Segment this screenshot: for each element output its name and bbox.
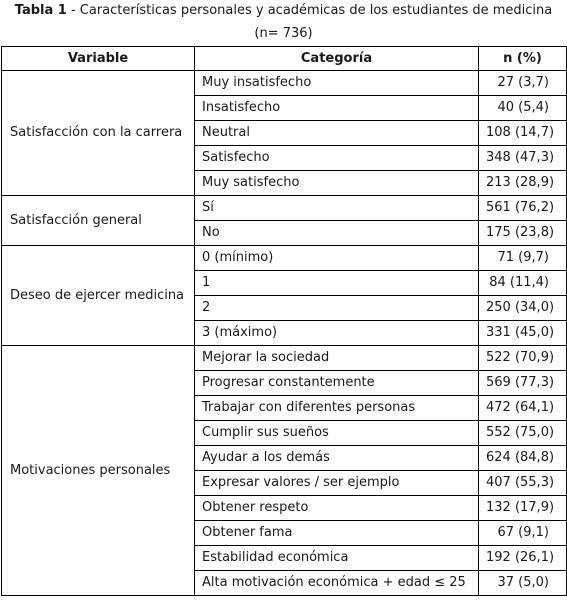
category-cell: 1: [195, 271, 479, 296]
count-percent-cell: 624 (84,8): [479, 446, 567, 471]
category-cell: Obtener fama: [195, 521, 479, 546]
count-percent-cell: 472 (64,1): [479, 396, 567, 421]
variable-cell: Satisfacción con la carrera: [2, 71, 195, 196]
category-cell: Sí: [195, 196, 479, 221]
count-percent-cell: 213 (28,9): [479, 171, 567, 196]
variable-cell: Satisfacción general: [2, 196, 195, 246]
category-cell: Muy satisfecho: [195, 171, 479, 196]
count-percent-cell: 192 (26,1): [479, 546, 567, 571]
category-cell: Alta motivación económica + edad ≤ 25: [195, 571, 479, 596]
table-row: [2, 246, 567, 271]
table-row: [2, 71, 567, 96]
column-header-variable: Variable: [2, 47, 195, 71]
count-percent-cell: 569 (77,3): [479, 371, 567, 396]
column-header-n-percent: n (%): [479, 47, 567, 71]
count-percent-cell: 108 (14,7): [479, 121, 567, 146]
category-cell: Insatisfecho: [195, 96, 479, 121]
category-cell: Neutral: [195, 121, 479, 146]
table-label: Tabla 1: [14, 3, 67, 18]
table-title: - Características personales y académicas de los estudiantes de medicina: [66, 3, 553, 18]
variable-cell: Motivaciones personales: [2, 346, 195, 596]
column-header-category: Categoría: [195, 47, 479, 71]
count-percent-cell: 522 (70,9): [479, 346, 567, 371]
category-cell: 2: [195, 296, 479, 321]
count-percent-cell: 561 (76,2): [479, 196, 567, 221]
characteristics-table: [1, 46, 567, 596]
category-cell: 3 (máximo): [195, 321, 479, 346]
count-percent-cell: 552 (75,0): [479, 421, 567, 446]
count-percent-cell: 27 (3,7): [479, 71, 567, 96]
count-percent-cell: 67 (9,1): [479, 521, 567, 546]
category-cell: Estabilidad económica: [195, 546, 479, 571]
count-percent-cell: 132 (17,9): [479, 496, 567, 521]
table-body: [2, 71, 567, 596]
count-percent-cell: 71 (9,7): [479, 246, 567, 271]
sample-size: (n= 736): [254, 26, 313, 41]
table-row: [2, 346, 567, 371]
table-caption: [0, 0, 567, 22]
category-cell: Satisfecho: [195, 146, 479, 171]
count-percent-cell: 40 (5,4): [479, 96, 567, 121]
category-cell: Ayudar a los demás: [195, 446, 479, 471]
table-row: [2, 196, 567, 221]
count-percent-cell: 331 (45,0): [479, 321, 567, 346]
category-cell: Progresar constantemente: [195, 371, 479, 396]
category-cell: Mejorar la sociedad: [195, 346, 479, 371]
category-cell: No: [195, 221, 479, 246]
count-percent-cell: 407 (55,3): [479, 471, 567, 496]
count-percent-cell: 175 (23,8): [479, 221, 567, 246]
count-percent-cell: 37 (5,0): [479, 571, 567, 596]
category-cell: Expresar valores / ser ejemplo: [195, 471, 479, 496]
count-percent-cell: 250 (34,0): [479, 296, 567, 321]
count-percent-cell: 348 (47,3): [479, 146, 567, 171]
category-cell: Obtener respeto: [195, 496, 479, 521]
variable-cell: Deseo de ejercer medicina: [2, 246, 195, 346]
category-cell: 0 (mínimo): [195, 246, 479, 271]
category-cell: Cumplir sus sueños: [195, 421, 479, 446]
category-cell: Muy insatisfecho: [195, 71, 479, 96]
count-percent-cell: 84 (11,4): [479, 271, 567, 296]
category-cell: Trabajar con diferentes personas: [195, 396, 479, 421]
table-header-row: [2, 47, 567, 71]
